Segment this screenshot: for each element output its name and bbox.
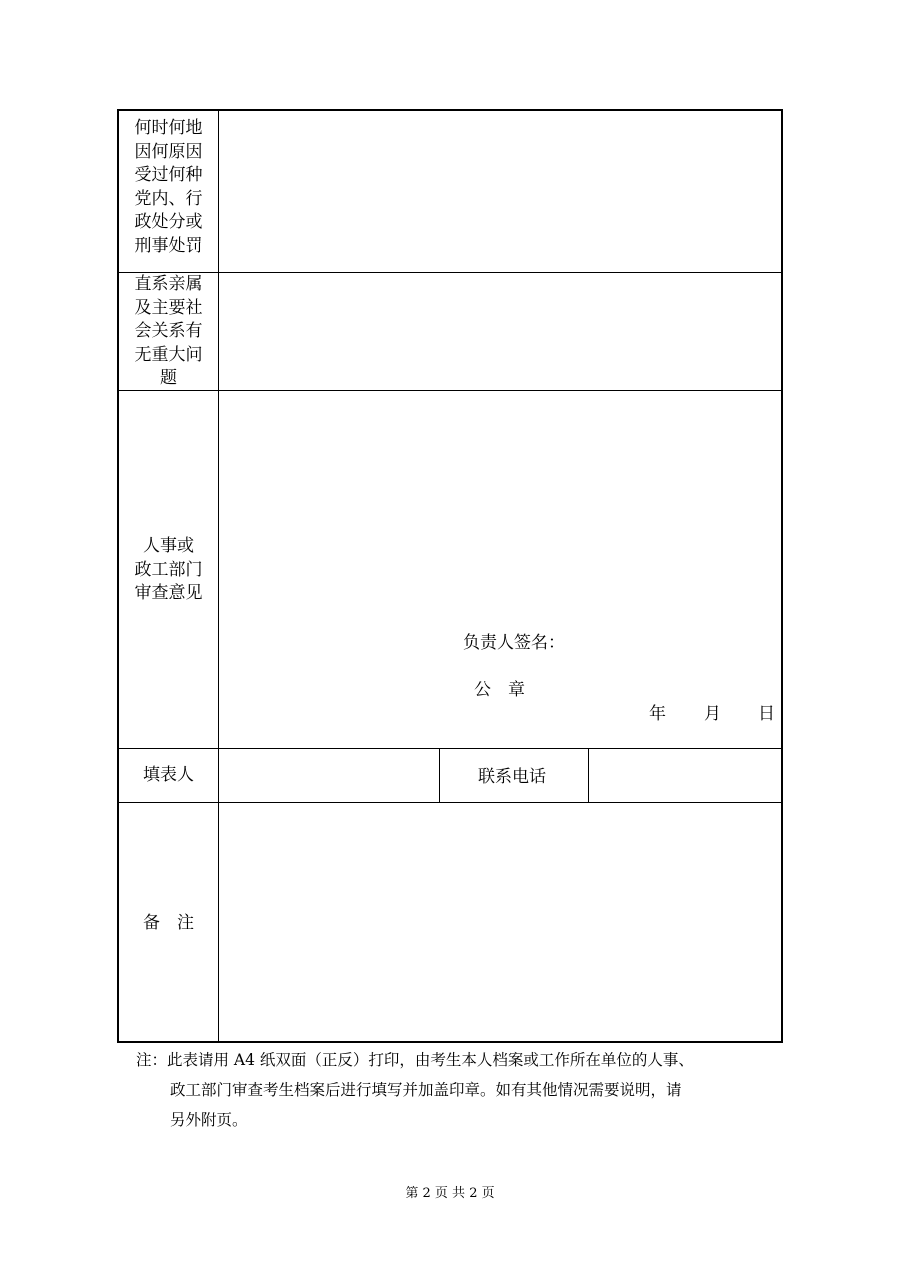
date-year: 年 [649, 704, 666, 724]
page-footer: 第 2 页 共 2 页 [405, 1186, 495, 1201]
filler-row-divider-1 [439, 748, 440, 802]
date-day: 日 [758, 704, 775, 724]
note-line-1: 注：此表请用 A4 纸双面（正反）打印，由考生本人档案或工作所在单位的人事、 [136, 1051, 694, 1069]
opinion-label: 人事或 政工部门 审查意见 [134, 536, 203, 603]
seal-label: 公 章 [474, 680, 525, 700]
punishment-field[interactable] [219, 111, 781, 271]
filler-label: 填表人 [143, 765, 194, 785]
phone-label: 联系电话 [478, 767, 546, 787]
punishment-label: 何时何地 因何原因 受过何种 党内、行 政处分或 刑事处罚 [134, 118, 203, 256]
remarks-label: 备 注 [143, 913, 194, 933]
remarks-field[interactable] [219, 803, 781, 1041]
note-line-2: 政工部门审查考生档案后进行填写并加盖印章。如有其他情况需要说明，请 [170, 1081, 682, 1099]
relatives-label: 直系亲属 及主要社 会关系有 无重大问 题 [134, 274, 203, 388]
review-form-table [117, 109, 783, 1043]
signature-label: 负责人签名： [463, 633, 565, 653]
note-line-3: 另外附页。 [170, 1111, 248, 1129]
date-month: 月 [704, 704, 721, 724]
relatives-field[interactable] [219, 273, 781, 389]
phone-field[interactable] [589, 749, 781, 801]
filler-field[interactable] [219, 749, 438, 801]
